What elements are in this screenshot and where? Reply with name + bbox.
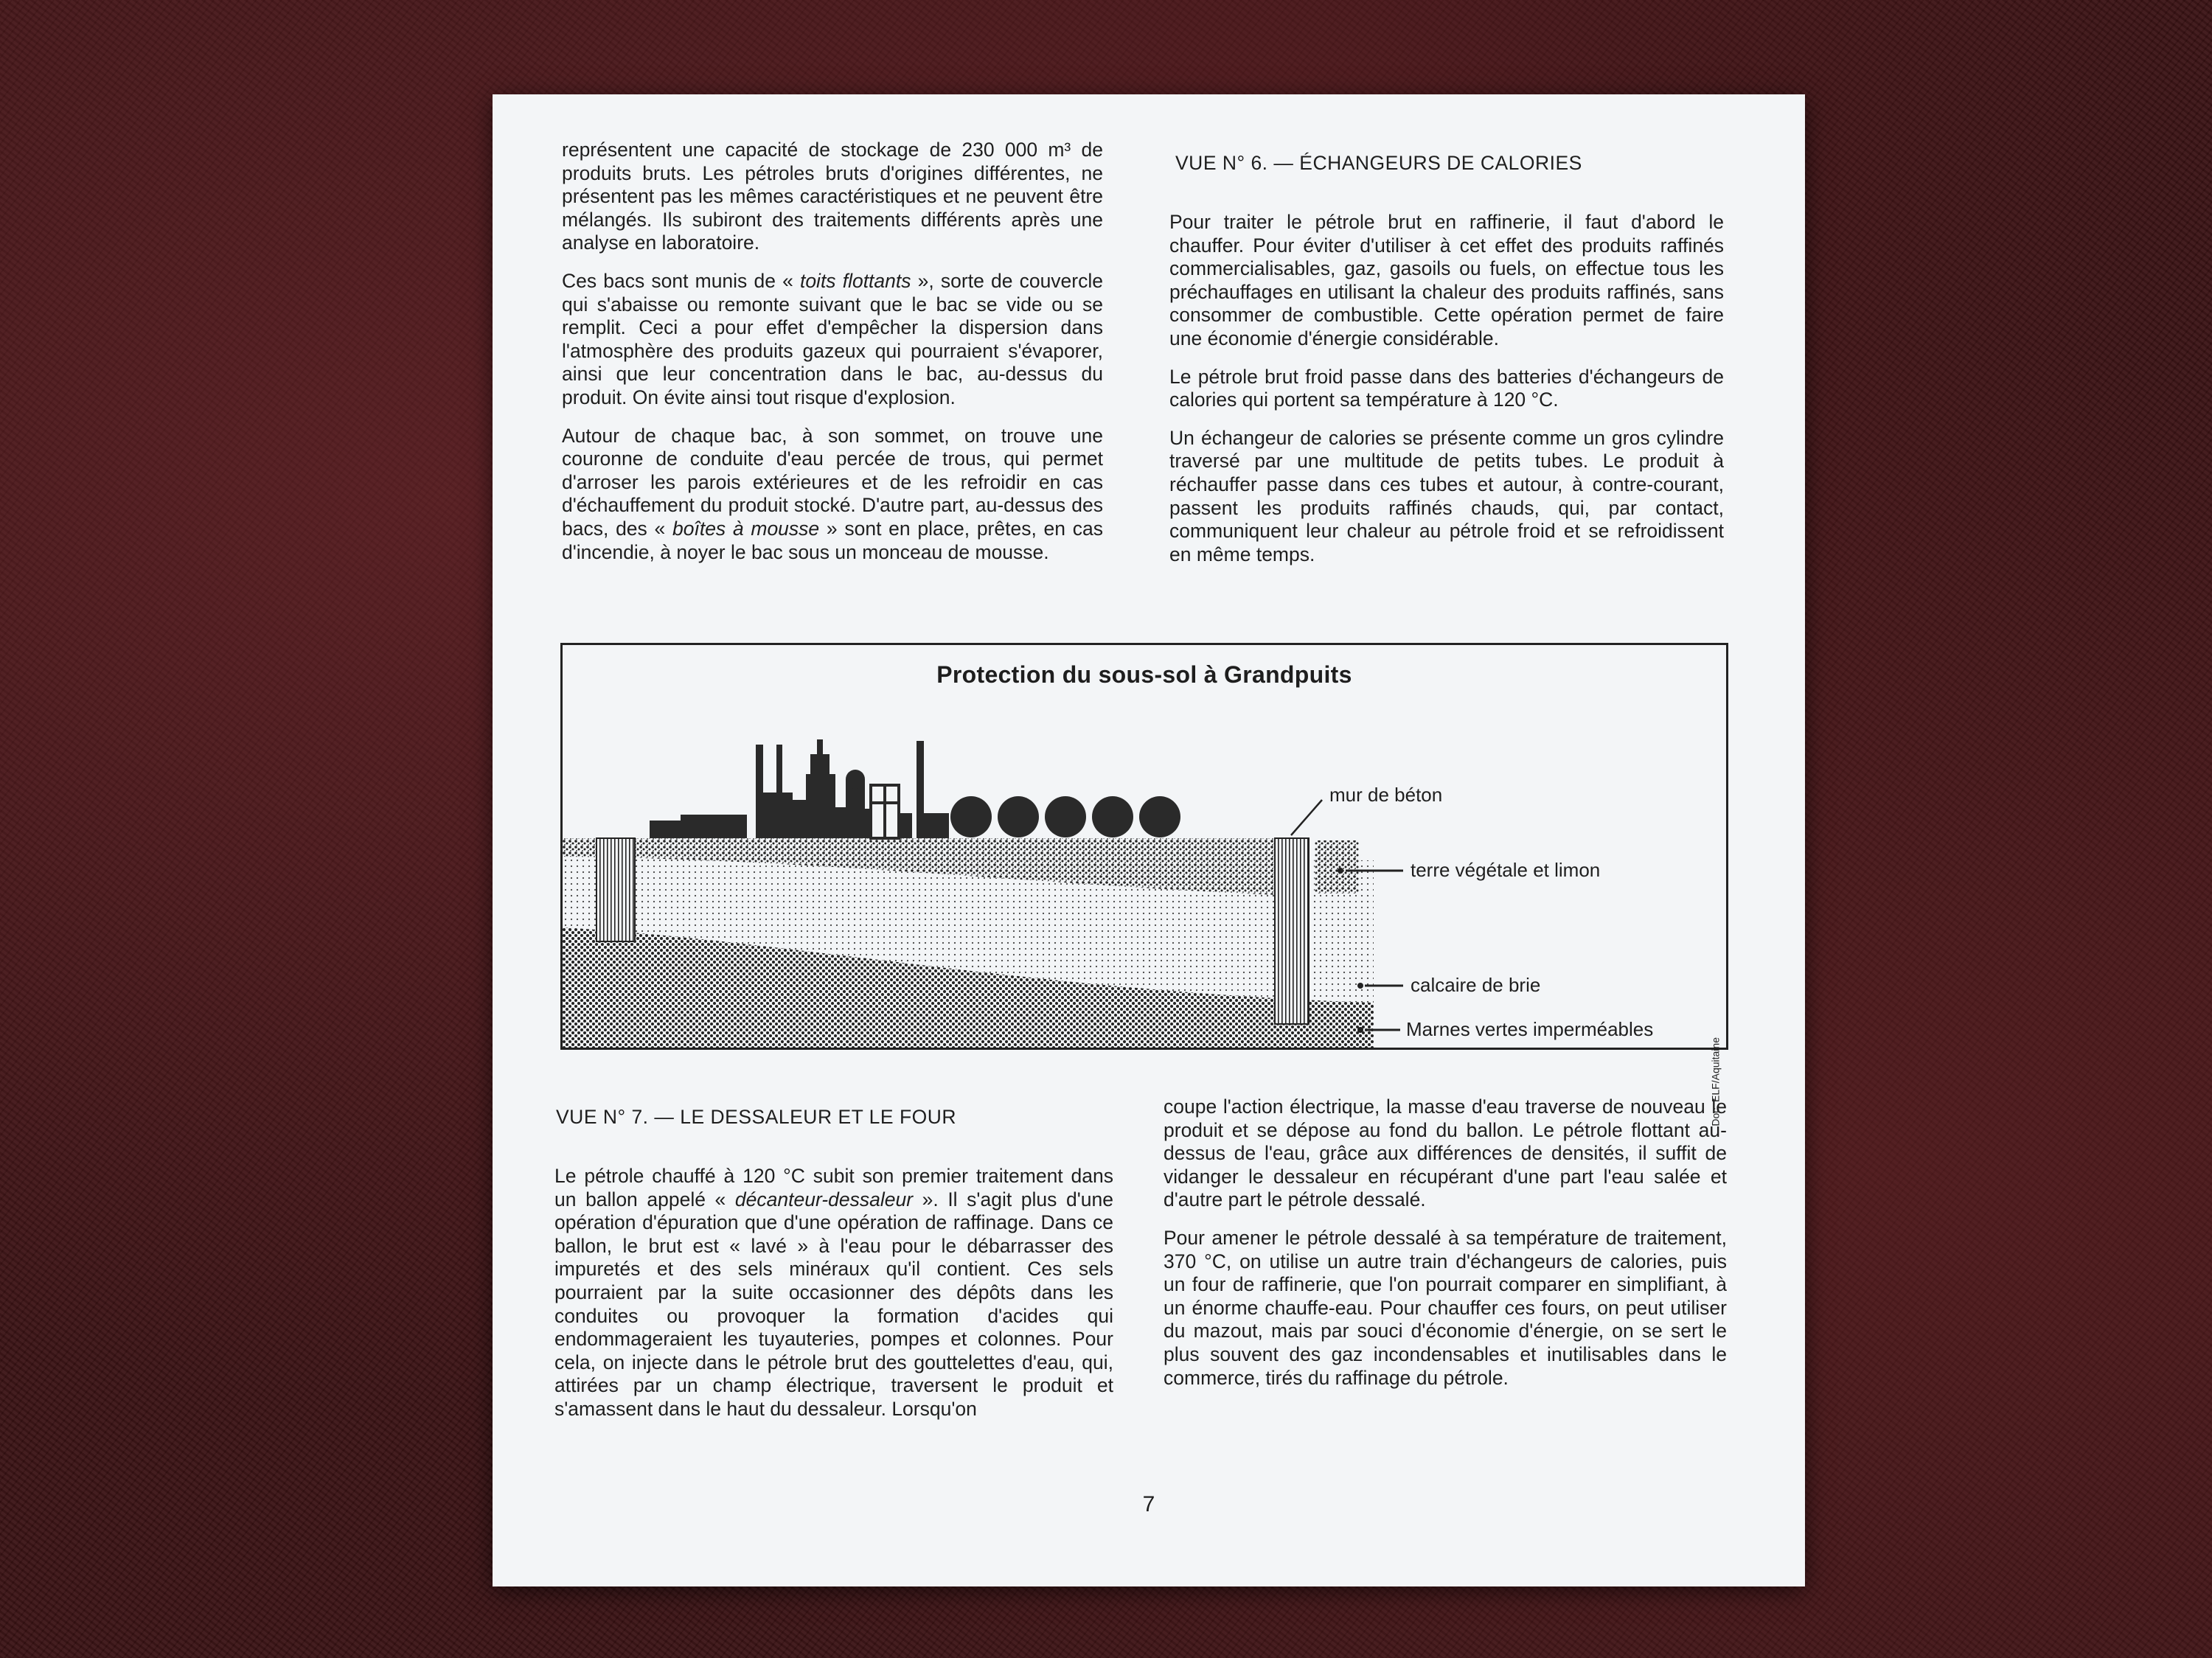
paragraph: Le pétrole chauffé à 120 °C subit son premier traitement dans un ballon appelé « décanteur-dessaleur ». Il s'agit plus d'une opération d'épuration que d'une opération de raffinage. Dans ce ballon, le brut est « lavé » à l'eau pour le débarrasser des impuretés et des sels minéraux qu'il contient. Ces sels pourraient par la suite occasionner des dépôts dans les conduites ou provoquer la formation d'acides qui endommageraient les tuyauteries, pompes et colonnes. Pour cela, on injecte dans le pétrole brut des gouttelettes d'eau, qui, attirées par un champ électrique, traversent le produit et s'amassent dans le haut du dessaleur. Lorsqu'on [554, 1165, 1114, 1420]
left-concrete-wall [597, 838, 635, 941]
figure-title: Protection du sous-sol à Grandpuits [936, 661, 1352, 688]
section-heading-vue-6: VUE N° 6. — ÉCHANGEURS DE CALORIES [1175, 152, 1582, 174]
limestone-block [1315, 894, 1359, 938]
paragraph: Pour amener le pétrole dessalé à sa température de traitement, 370 °C, on utilise un autre train d'échangeurs de calories, puis un four de raffinerie, que l'on pourrait comparer en simplifiant, à un énorme chauffe-eau. Pour chauffer ces fours, on peut utiliser du mazout, mais par souci d'économie d'énergie, on se sert le plus souvent des gaz incondensables et inutilisables dans le commerce, tirés du raffinage du pétrole. [1164, 1226, 1727, 1389]
paragraph: coupe l'action électrique, la masse d'eau traverse de nouveau le produit et se dépose au fond du ballon. Le pétrole flottant au-dessus de l'eau, grâce aux différences de densités, il suffit de vidanger le dessaleur en récupérant d'une part l'eau salée et d'autre part le pétrole dessalé. [1164, 1096, 1727, 1211]
label-limestone: calcaire de brie [1411, 974, 1541, 996]
label-topsoil: terre végétale et limon [1411, 859, 1601, 881]
right-concrete-wall [1275, 838, 1309, 1024]
left-top-column [562, 139, 1103, 564]
right-bottom-column [1164, 1096, 1727, 1390]
paragraph: Autour de chaque bac, à son sommet, on trouve une couronne de conduite d'eau percée de trous, qui permet d'arroser les parois extérieures et de les refroidir en cas d'échauffement du produit stocké. D'autre part, au-dessus des bacs, des « boîtes à mousse » sont en place, prêtes, en cas d'incendie, à noyer le bac sous un monceau de mousse. [562, 424, 1103, 563]
left-bottom-column [554, 1165, 1113, 1421]
page-number: 7 [1142, 1492, 1155, 1516]
soil-block [1315, 840, 1359, 894]
paragraph: Ces bacs sont munis de « toits flottants », sorte de couvercle qui s'abaisse ou remonte suivant que le bac se vide ou se remplit. Ceci a pour effet d'empêcher la dispersion dans l'atmosphère des produits gazeux qui pourraient s'évaporer, ainsi que leur concentration dans le bac, au-dessus du produit. On évite ainsi tout risque d'explosion. [562, 269, 1103, 408]
refinery-silhouette [650, 739, 1180, 838]
right-top-column [1169, 211, 1724, 566]
paragraph: représentent une capacité de stockage de 230 000 m³ de produits bruts. Les pétroles bruts d'origines différentes, ne présentent pas les mêmes caractéristiques et ne peuvent être mélangés. Ils subiront des traitements différents après une analyse en laboratoire. [562, 139, 1103, 254]
document-page [493, 94, 1805, 1586]
paragraph: Un échangeur de calories se présente comme un gros cylindre traversé par une multitude de petits tubes. Le produit à réchauffer passe dans ces tubes et autour, à contre-courant, passent les produits raffinés chauds, qui, par contact, communiquent leur chaleur au pétrole froid et se refroidissent en même temps. [1169, 426, 1724, 565]
paragraph: Le pétrole brut froid passe dans des batteries d'échangeurs de calories qui portent sa température à 120 °C. [1169, 365, 1724, 411]
section-heading-vue-7: VUE N° 7. — LE DESSALEUR ET LE FOUR [556, 1106, 957, 1128]
label-marl: Marnes vertes imperméables [1406, 1018, 1654, 1040]
wall-leader-line [1291, 800, 1322, 835]
figure-credit: Doc. ELF/Aquitaine [1710, 1037, 1722, 1126]
paragraph: Pour traiter le pétrole brut en raffinerie, il faut d'abord le chauffer. Pour éviter d'utiliser à cet effet des produits raffinés commercialisables, gaz, gasoils ou fuels, on effectue tous les préchauffages en utilisant la chaleur des produits raffinés, sans consommer de combustible. Cette opération permet de faire une économie d'énergie considérable. [1169, 211, 1724, 349]
subsoil-cross-section-diagram [563, 645, 1726, 1048]
label-concrete-wall: mur de béton [1329, 784, 1443, 806]
